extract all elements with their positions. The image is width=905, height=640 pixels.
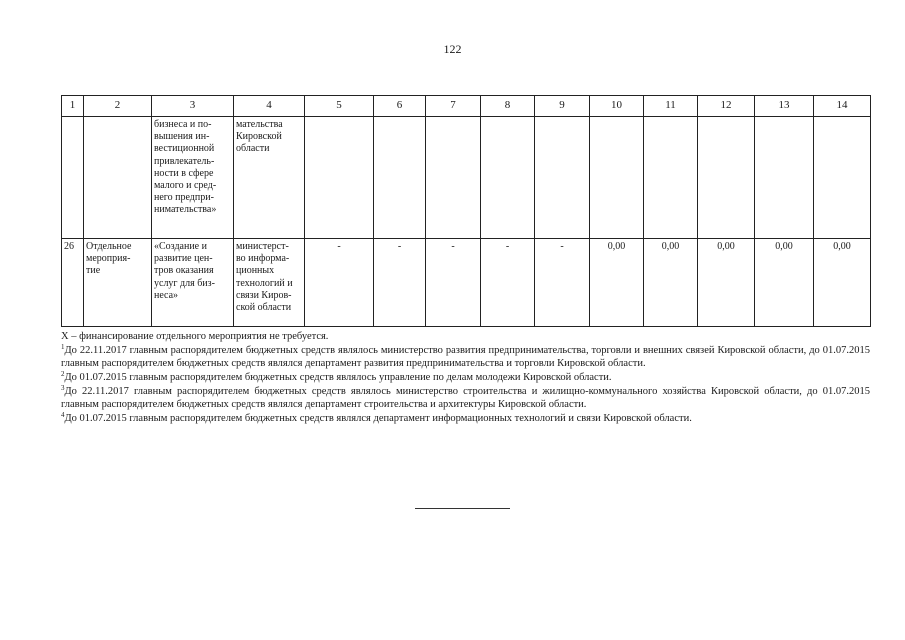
note-2 — [61, 371, 870, 385]
cell-value — [535, 117, 590, 239]
table-header-row — [62, 96, 871, 117]
column-header: 2 — [84, 96, 152, 117]
note-3 — [61, 385, 870, 412]
footnote-text: До 01.07.2015 главным распорядителем бюджетных средств являлся департамент информационных технологий и связи Кировской области. — [64, 412, 692, 424]
column-header: 14 — [814, 96, 871, 117]
table-row — [62, 239, 871, 327]
footnote-mark: 1 — [61, 342, 65, 351]
end-divider — [415, 508, 510, 509]
cell-type — [84, 117, 152, 239]
cell-value — [698, 117, 755, 239]
column-header: 4 — [234, 96, 305, 117]
footnotes — [61, 330, 870, 425]
column-header: 9 — [535, 96, 590, 117]
column-header: 8 — [481, 96, 535, 117]
note-x: Х – финансирование отдельного мероприятия не требуется. — [61, 331, 329, 342]
cell-value: - — [426, 239, 481, 327]
cell-value: 0,00 — [755, 239, 814, 327]
column-header: 13 — [755, 96, 814, 117]
cell-value: 0,00 — [698, 239, 755, 327]
footnote-mark: 4 — [61, 410, 65, 419]
cell-value — [590, 117, 644, 239]
footnote-text: До 22.11.2017 главным распорядителем бюджетных средств являлось министерство развития предпринимательства, торговли и внешних связей Кировской области, до 01.07.2015 главным распорядителем бюджетных средств являлся департамент развития предпринимательства и торговли Кировской области. — [61, 344, 870, 370]
note-1 — [61, 344, 870, 371]
cell-value: - — [305, 239, 374, 327]
page-number: 122 — [443, 42, 462, 56]
column-header: 12 — [698, 96, 755, 117]
cell-executor: мательства Кировской области — [234, 117, 305, 239]
cell-title: бизнеса и по- вышения ин- вестиционной привлекатель- ности в сфере малого и сред- него предпри- нимательства» — [152, 117, 234, 239]
cell-value — [644, 117, 698, 239]
note-4 — [61, 412, 870, 426]
column-header: 7 — [426, 96, 481, 117]
footnote-text: До 22.11.2017 главным распорядителем бюджетных средств являлось министерство строительства и жилищно-коммунального хозяйства Кировской области, до 01.07.2015 главным распорядителем бюджетных средств являлся департамент строительства и архитектуры Кировской области. — [61, 385, 870, 411]
cell-number: 26 — [62, 239, 84, 327]
cell-number — [62, 117, 84, 239]
cell-value: - — [481, 239, 535, 327]
column-header: 10 — [590, 96, 644, 117]
cell-value: 0,00 — [590, 239, 644, 327]
cell-title: «Создание и развитие цен- тров оказания услуг для биз- неса» — [152, 239, 234, 327]
footnote-mark: 3 — [61, 383, 65, 392]
cell-value — [374, 117, 426, 239]
cell-value — [305, 117, 374, 239]
column-header: 11 — [644, 96, 698, 117]
budget-table — [61, 95, 871, 327]
column-header: 6 — [374, 96, 426, 117]
cell-value: 0,00 — [814, 239, 871, 327]
cell-value — [426, 117, 481, 239]
cell-value: 0,00 — [644, 239, 698, 327]
column-header: 1 — [62, 96, 84, 117]
cell-value — [814, 117, 871, 239]
cell-value — [481, 117, 535, 239]
footnote-mark: 2 — [61, 369, 65, 378]
column-header: 3 — [152, 96, 234, 117]
cell-executor: министерст- во информа- ционных технологий и связи Киров- ской области — [234, 239, 305, 327]
cell-value: - — [374, 239, 426, 327]
cell-type: Отдельное мероприя- тие — [84, 239, 152, 327]
table-row — [62, 117, 871, 239]
footnote-text: До 01.07.2015 главным распорядителем бюджетных средств являлось управление по делам молодежи Кировской области. — [64, 371, 612, 383]
column-header: 5 — [305, 96, 374, 117]
cell-value: - — [535, 239, 590, 327]
cell-value — [755, 117, 814, 239]
